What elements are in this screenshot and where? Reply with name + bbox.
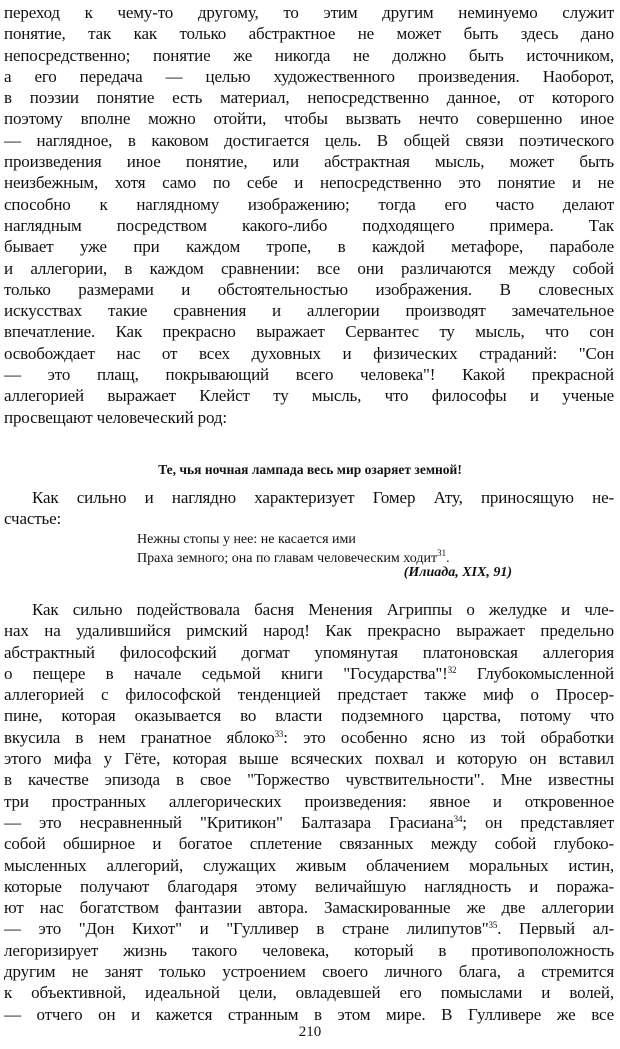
text-line: собой обширное и богатое сплетение связанных между собой глубоко-	[4, 834, 614, 854]
paragraph-2	[4, 487, 614, 530]
page-number: 210	[298, 1024, 322, 1040]
footnote-ref-35[interactable]: 35	[488, 920, 498, 931]
text-line: в поэзии понятие есть материал, непосредственно данное, от которого	[4, 88, 614, 108]
text-line: легоризирует жизнь такого человека, который в противоположность	[4, 940, 614, 960]
text-line: другим не занят только устроением своего личного блага, а стремится	[4, 962, 614, 982]
text-line: вкусила в нем гранатное яблоко$^{33}$: это особенно ясно из той обработки	[4, 727, 614, 747]
text-line: бывает уже при каждом тропе, в каждой метафоре, параболе	[4, 237, 614, 257]
text-line: — отчего он и кажется странным в этом мире. В Гулливере же все	[4, 1004, 614, 1024]
paragraph-3	[4, 599, 614, 1025]
footnote-ref-33[interactable]: 33	[274, 728, 284, 739]
text-line: которые получают благодаря этому величайшую наглядность и поража-	[4, 876, 614, 896]
text-line: поэтому вполне можно отойти, чтобы вызвать нечто совершенно иное	[4, 109, 614, 129]
text-line: освобождает нас от всех духовных и физических страданий: "Сон	[4, 343, 614, 363]
text-line: искусствах такие сравнения и аллегории производят замечательное	[4, 301, 614, 321]
text-line: мысленных аллегорий, служащих живым облачением моральных истин,	[4, 855, 614, 875]
text-line: переход к чему-то другому, то этим другим неминуемо служит	[4, 3, 614, 22]
text-line: Как сильно подействовала басня Менения Агриппы о желудке и чле-	[32, 600, 614, 619]
text-line: к объективной, идеальной цели, овладевшей его помыслами и волей,	[4, 983, 614, 1003]
text-line: — это плащ, покрывающий всего человека"! Какой прекрасной	[4, 365, 614, 385]
text-line: способно к наглядному изображению; тогда его часто делают	[4, 194, 614, 214]
text-line: нах на удалившийся римский народ! Как прекрасно выражает предельно	[4, 621, 614, 641]
text-line: только размерами и обстоятельностью изображения. В словесных	[4, 279, 614, 299]
text-line: ют нас богатством фантазии автора. Замаскированные же две аллегории	[4, 898, 614, 918]
verse-line-1: Нежны стопы у нее: не касается ими	[137, 532, 356, 547]
text-line: счастье:	[4, 509, 62, 529]
epigraph-quote: Те, чья ночная лампада весь мир озаряет земной!	[158, 462, 462, 477]
text-line: три пространных аллегорических произведения: явное и откровенное	[4, 791, 614, 811]
text-line: впечатление. Как прекрасно выражает Сервантес ту мысль, что сон	[4, 322, 614, 342]
paragraph-1	[4, 2, 614, 428]
text-line: произведения иное понятие, или абстрактная мысль, может быть	[4, 152, 614, 172]
footnote-ref-31[interactable]: 31	[437, 548, 447, 558]
text-line: аллегорией с философской тенденцией предстает также миф о Просер-	[4, 685, 614, 705]
text-line: понятие, так как только абстрактное не может быть здесь дано	[4, 24, 614, 44]
text-line: просвещают человеческий род:	[4, 407, 227, 427]
text-line: наглядным посредством какого-либо подходящего примера. Так	[4, 215, 614, 235]
text-line: — это "Дон Кихот" и "Гулливер в стране лилипутов"$^{35}$. Первый ал-	[4, 919, 614, 939]
text-line: этого мифа у Гёте, которая выше всяческих похвал и которую он вставил	[4, 749, 614, 769]
footnote-ref-32[interactable]: 32	[447, 664, 457, 675]
text-line: абстрактный философский догмат упомянутая платоновская аллегория	[4, 642, 614, 662]
text-line: а его передача — целью художественного произведения. Наоборот,	[4, 66, 614, 86]
text-line: — это несравненный "Критикон" Балтазара Грасиана$^{34}$; он представляет	[4, 812, 614, 832]
verse-quote	[137, 530, 450, 568]
text-line: непосредственно; понятие же никогда не должно быть источником,	[4, 45, 614, 65]
text-line: и аллегории, в каждом сравнении: все они различаются между собой	[4, 258, 614, 278]
text-line: неизбежным, хотя само по себе и непосредственно это понятие и не	[4, 173, 614, 193]
text-line: о пещере в начале седьмой книги "Государства"!$^{32}$ Глубокомысленной	[4, 663, 614, 683]
text-line: в качестве эпизода в свое "Торжество чувствительности". Мне известны	[4, 770, 614, 790]
verse-line-2: Праха земного; она по главам человеческим ходит$^{31}$.	[137, 548, 450, 566]
text-line: пине, которая оказывается во власти подземного царства, потому что	[4, 706, 614, 726]
text-line: Как сильно и наглядно характеризует Гомер Ату, приносящую не-	[32, 488, 614, 507]
footnote-ref-34[interactable]: 34	[453, 813, 463, 824]
text-line: аллегорией выражает Клейст ту мысль, что философы и ученые	[4, 386, 614, 406]
text-line: — наглядное, в каковом достигается цель. В общей связи поэтического	[4, 130, 614, 150]
verse-source: (Илиада, XIX, 91)	[403, 565, 512, 580]
